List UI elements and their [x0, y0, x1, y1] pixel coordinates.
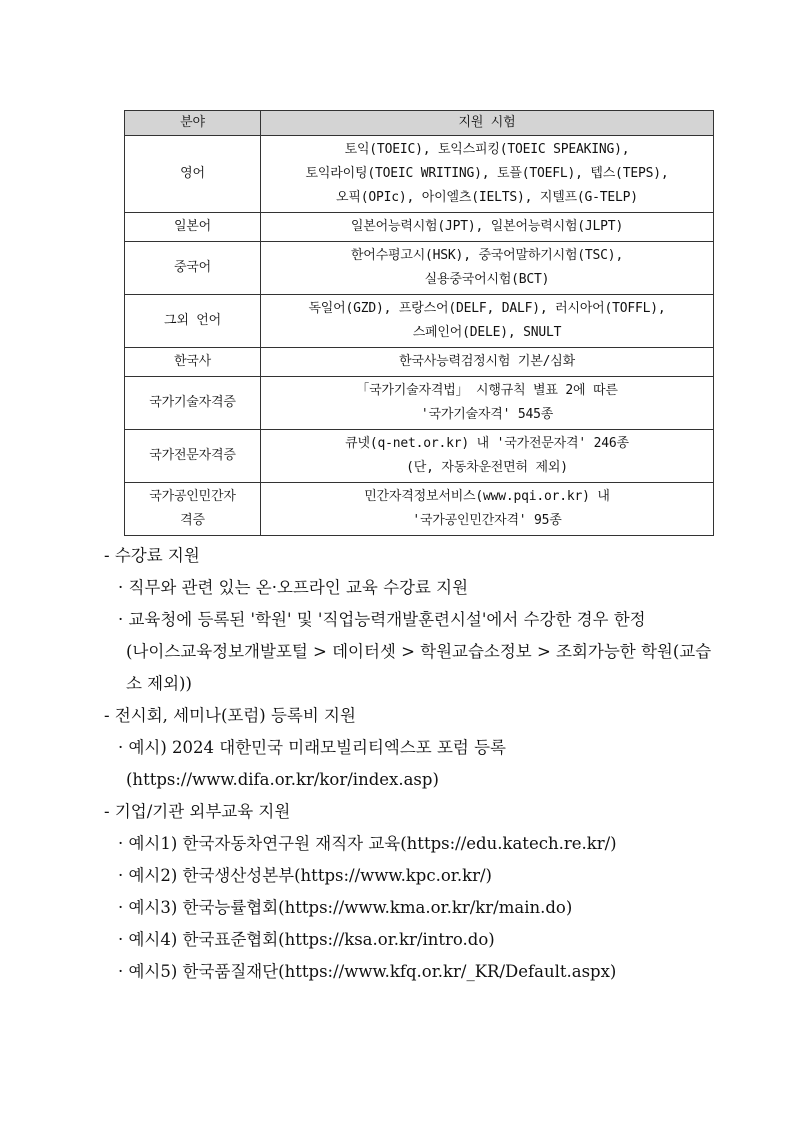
- table-row: [125, 295, 714, 348]
- table-row: [125, 213, 714, 242]
- list-item: · 예시3) 한국능률협회(https://www.kma.or.kr/kr/main.do): [118, 898, 573, 917]
- header-tests: 지원 시험: [261, 111, 714, 136]
- list-item: · 예시2) 한국생산성본부(https://www.kpc.or.kr/): [118, 866, 492, 885]
- support-details: [104, 540, 724, 988]
- table-row: [125, 430, 714, 483]
- row-tests: 한국사능력검정시험 기본/심화: [261, 348, 714, 377]
- row-field: 국가공인민간자 격증: [125, 483, 261, 536]
- table-row: [125, 348, 714, 377]
- row-tests: 큐넷(q-net.or.kr) 내 '국가전문자격' 246종 (단, 자동차운전면허 제외): [261, 430, 714, 483]
- row-field: 한국사: [125, 348, 261, 377]
- row-tests: 「국가기술자격법」 시행규칙 별표 2에 따른 '국가기술자격' 545종: [261, 377, 714, 430]
- table-header-row: [125, 111, 714, 136]
- row-field: 국가전문자격증: [125, 430, 261, 483]
- section-title-tuition: - 수강료 지원: [104, 546, 200, 565]
- expo-url: (https://www.difa.or.kr/kor/index.asp): [126, 770, 439, 789]
- row-field: 일본어: [125, 213, 261, 242]
- row-tests: 독일어(GZD), 프랑스어(DELF, DALF), 러시아어(TOFFL), 스페인어(DELE), SNULT: [261, 295, 714, 348]
- list-item: · 예시4) 한국표준협회(https://ksa.or.kr/intro.do): [118, 930, 495, 949]
- header-field: 분야: [125, 111, 261, 136]
- bullet-online-offline: · 직무와 관련 있는 온·오프라인 교육 수강료 지원: [118, 578, 469, 597]
- row-field: 그외 언어: [125, 295, 261, 348]
- row-field: 영어: [125, 136, 261, 213]
- table-row: [125, 136, 714, 213]
- section-title-external: - 기업/기관 외부교육 지원: [104, 802, 291, 821]
- exam-support-table: [124, 110, 714, 536]
- row-tests: 한어수평고시(HSK), 중국어말하기시험(TSC), 실용중국어시험(BCT): [261, 242, 714, 295]
- bullet-registered-academy: · 교육청에 등록된 '학원' 및 '직업능력개발훈련시설'에서 수강한 경우 한정: [118, 610, 646, 629]
- academy-path-note: (나이스교육정보개발포털 > 데이터셋 > 학원교습소정보 > 조회가능한 학원(교습소 제외)): [126, 642, 712, 693]
- list-item: · 예시1) 한국자동차연구원 재직자 교육(https://edu.katech.re.kr/): [118, 834, 617, 853]
- table-row: [125, 242, 714, 295]
- row-tests: 일본어능력시험(JPT), 일본어능력시험(JLPT): [261, 213, 714, 242]
- section-title-exhibition: - 전시회, 세미나(포럼) 등록비 지원: [104, 706, 356, 725]
- row-tests: 토익(TOEIC), 토익스피킹(TOEIC SPEAKING), 토익라이팅(TOEIC WRITING), 토플(TOEFL), 텝스(TEPS), 오픽(OPIc), 아이엘츠(IELTS), 지텔프(G-TELP): [261, 136, 714, 213]
- row-field: 중국어: [125, 242, 261, 295]
- bullet-expo-example: · 예시) 2024 대한민국 미래모빌리티엑스포 포럼 등록: [118, 738, 506, 757]
- table-row: [125, 483, 714, 536]
- row-tests: 민간자격정보서비스(www.pqi.or.kr) 내 '국가공인민간자격' 95종: [261, 483, 714, 536]
- table-row: [125, 377, 714, 430]
- row-field: 국가기술자격증: [125, 377, 261, 430]
- list-item: · 예시5) 한국품질재단(https://www.kfq.or.kr/_KR/Default.aspx): [118, 962, 617, 981]
